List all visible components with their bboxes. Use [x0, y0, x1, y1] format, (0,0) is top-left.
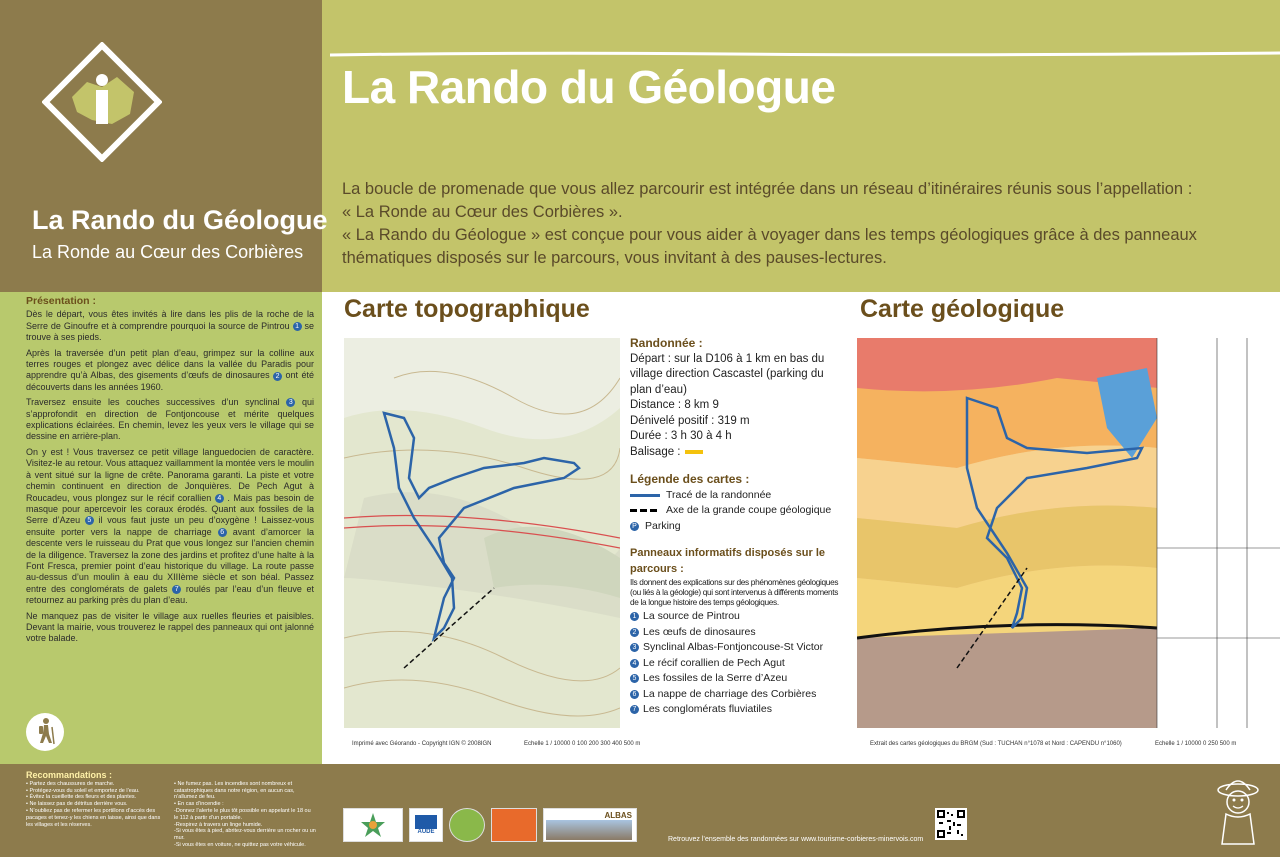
- text-span: Traversez ensuite les couches successives d’un synclinal: [26, 397, 280, 408]
- geo-map-caption: Extrait des cartes géologiques du BRGM (Sud : TUCHAN n°1078 et Nord : CAPENDU n°1060): [870, 741, 1122, 747]
- rando-denivele: Dénivelé positif : 319 m: [630, 414, 750, 427]
- rando-balisage: [630, 445, 845, 461]
- reco-column: • Ne fumez pas. Les incendies sont nombreux et catastrophiques dans notre région, en aucun cas, n’allumez de feu. • En cas d’incendie : -Donnez l’alerte le plus tôt possible en appelant le 18 ou le 112 à partir d’un portable. -Respirez à travers un linge humide. -Si vous êtes à pied, abritez-vous derrière un rocher ou un mur. -Si vous êtes en voiture, ne quittez pas votre véhicule.: [174, 780, 316, 848]
- panneaux-text: Ils donnent des explications sur des phénomènes géologiques (ou liés à la géologie) qui sont intervenus à différents moments de la longue histoire des temps géologiques.: [630, 577, 839, 607]
- header-title: La Rando du Géologue: [32, 205, 328, 235]
- albas-label: ALBAS: [604, 810, 632, 820]
- item-label: La source de Pintrou: [643, 610, 740, 622]
- parking-icon: P: [630, 522, 639, 531]
- presentation-paragraph: [26, 397, 314, 443]
- legend-label: Tracé de la randonnée: [666, 488, 772, 501]
- rando-distance: Distance : 8 km 9: [630, 399, 719, 411]
- list-item: 5 Les fossiles de la Serre d’Azeu: [630, 671, 845, 687]
- presentation-paragraph: [26, 348, 314, 394]
- albas-landscape-icon: [546, 820, 632, 840]
- panneaux-title: Panneaux informatifs disposés sur le parcours :: [630, 547, 826, 575]
- item-label: Les œufs de dinosaures: [643, 625, 756, 638]
- balisage-label: Balisage :: [630, 445, 681, 458]
- geologist-mascot-icon: [1208, 772, 1268, 852]
- recommendations: [26, 772, 316, 849]
- partner-round-logo: [449, 808, 485, 842]
- intro-paragraph: « La Ronde au Cœur des Corbières ».: [342, 203, 623, 221]
- header-subtitle: La Ronde au Cœur des Corbières: [32, 242, 304, 262]
- route-line-icon: [630, 494, 660, 497]
- info-logo-icon: [42, 42, 162, 162]
- reco-title: Recommandations :: [26, 770, 113, 780]
- item-label: Les fossiles de la Serre d’Azeu: [643, 672, 788, 684]
- text-span: . Mais pas besoin de masque pour apercevoir les coraux érodés. Quant aux fossiles de la Serre d’Azeu: [26, 492, 314, 526]
- legend-label: Parking: [645, 519, 681, 532]
- partner-communes-logo: [343, 808, 403, 842]
- legend-label: Axe de la grande coupe géologique: [666, 504, 832, 516]
- reco-column: • Partez des chaussures de marche. • Protégez-vous du soleil et emportez de l’eau. • Évitez la cueillette des fleurs et des plantes. • Ne laissez pas de détritus derrière vous. • N’oubliez pas de refermer les portillons d’accès des pacages et tenez-y les chiens en laisse, ainsi que dans les villages et les réserves.: [26, 780, 161, 828]
- item-label: La nappe de charriage des Corbières: [643, 687, 817, 700]
- aude-label: AUDE: [417, 829, 435, 835]
- rando-duree: Durée : 3 h 30 à 4 h: [630, 430, 732, 442]
- presentation-paragraph: Ne manquez pas de visiter le village aux ruelles fleuries et paisibles. Devant la mairie, vous trouverez le rappel des panneaux qui ont jalonné votre balade.: [26, 610, 314, 644]
- list-item: 7 Les conglomérats fluviatiles: [630, 702, 845, 718]
- marker-5: 5: [85, 516, 94, 525]
- partner-logos: [343, 808, 637, 842]
- rando-depart: Départ : sur la D106 à 1 km en bas du village direction Cascastel (parking du plan d’eau): [630, 352, 825, 396]
- hiker-icon: [25, 712, 65, 752]
- presentation-title: Présentation :: [26, 295, 97, 307]
- partner-aude-logo: [409, 808, 443, 842]
- presentation-text: [26, 296, 314, 649]
- info-column: [630, 336, 845, 718]
- marker-4: 4: [215, 494, 224, 503]
- text-span: Après la traversée d’un petit plan d’eau, grimpez sur la colline aux terres rouges et plongez avec délice dans la vallée du Paradis pour apprendre qu’à Albas, des gisements d’œufs de dinosaures: [26, 347, 314, 381]
- topo-map-scale: Echelle 1 / 10000 0 100 200 300 400 500 m: [524, 741, 641, 747]
- text-span: roulés par l’eau d’un fleuve et retournez au parking près du plan d’eau.: [26, 583, 314, 606]
- text-span: se trouve à ses pieds.: [26, 320, 314, 343]
- intro-paragraph: « La Rando du Géologue » est conçue pour vous aider à voyager dans les temps géologiques grâce à des panneaux thématiques disposés sur le parcours, vous invitant à des pauses-lectures.: [342, 226, 1197, 267]
- aude-mark-icon: [415, 815, 437, 829]
- marker-2: 2: [273, 372, 282, 381]
- text-span: qui s’approfondit en direction de Fontjoncouse et mérite quelques explications éclairées. En chemin, levez les yeux vers le village qui se dessine en arrière-plan.: [26, 397, 314, 442]
- main-title: La Rando du Géologue: [342, 61, 836, 113]
- text-span: ont été découverts dans les années 1960.: [26, 370, 314, 392]
- brush-stroke-divider: [330, 50, 1280, 58]
- intro-text: [342, 178, 1242, 270]
- topographic-map[interactable]: [344, 338, 620, 738]
- marker-6: 6: [218, 528, 227, 537]
- panneaux-list: [630, 609, 845, 718]
- topo-map-caption: Imprimé avec Géorando - Copyright IGN © 2008IGN: [352, 741, 492, 747]
- geo-map-title: Carte géologique: [860, 295, 1065, 323]
- list-item: 4 Le récif corallien de Pech Agut: [630, 656, 845, 672]
- intro-paragraph: La boucle de promenade que vous allez parcourir est intégrée dans un réseau d’itinéraires réunis sous l’appellation :: [342, 180, 1193, 198]
- legend-row: [630, 488, 845, 504]
- list-item: 3 Synclinal Albas-Fontjoncouse-St Victor: [630, 640, 845, 656]
- text-span: Dès le départ, vous êtes invités à lire dans les plis de la roche de la Serre de Ginoufre et à comprendre pourquoi la source de Pintrou: [26, 309, 314, 331]
- balisage-mark-icon: [685, 450, 703, 454]
- list-item: 2 Les œufs de dinosaures: [630, 625, 845, 641]
- topo-map-title: Carte topographique: [344, 295, 590, 323]
- item-label: Les conglomérats fluviatiles: [643, 703, 772, 715]
- star-logo-icon: [360, 812, 386, 838]
- legend-row: [630, 503, 845, 519]
- list-item: 1 La source de Pintrou: [630, 609, 845, 625]
- partner-albas-logo: [543, 808, 637, 842]
- presentation-paragraph: [26, 309, 314, 343]
- partner-orange-logo: [491, 808, 537, 842]
- marker-7: 7: [172, 585, 181, 594]
- axis-line-icon: [630, 509, 660, 512]
- text-span: avant d’amorcer la descente vers le ruisseau du Prat que vous longez sur l’ancien chemin de la diligence. Traversez la zone des jardins et profitez d’une halte à la Font Fresca, premier point d’eau historique du village. La route passe au-dessus d’un moulin à eau du XIIIème siècle et son béal. Passez entre des conglomérats de galets: [26, 526, 314, 594]
- item-label: Synclinal Albas-Fontjoncouse-St Victor: [643, 641, 824, 653]
- footer-website-text: Retrouvez l’ensemble des randonnées sur www.tourisme-corbieres-minervois.com: [668, 836, 924, 843]
- item-label: Le récif corallien de Pech Agut: [643, 656, 785, 669]
- legend-title: Légende des cartes :: [630, 472, 750, 486]
- rando-title: Randonnée :: [630, 336, 703, 350]
- presentation-paragraph: [26, 447, 314, 607]
- geo-map-scale: Echelle 1 / 10000 0 250 500 m: [1155, 741, 1237, 747]
- geological-map[interactable]: [857, 338, 1280, 738]
- text-span: On y est ! Vous traversez ce petit village languedocien de caractère. Visitez-le au retour. Vous attaquez vaillamment la montée vers le moulin à vent situé sur la ligne de crête. Panorama garanti. La piste et votre chemin continuent en direction de Jonquières. De Pech Agut à Roucadeu, vous plongez sur le récif corallien: [26, 446, 314, 503]
- text-span: il vous faut juste un peu d’oxygène ! Laissez-vous ensuite porter vers la nappe de charriage: [26, 515, 314, 537]
- legend-row: [630, 519, 845, 535]
- list-item: 6 La nappe de charriage des Corbières: [630, 687, 845, 703]
- reco-columns: [26, 781, 316, 849]
- marker-1: 1: [293, 322, 302, 331]
- qr-code-icon[interactable]: [935, 808, 967, 840]
- marker-3: 3: [286, 398, 295, 407]
